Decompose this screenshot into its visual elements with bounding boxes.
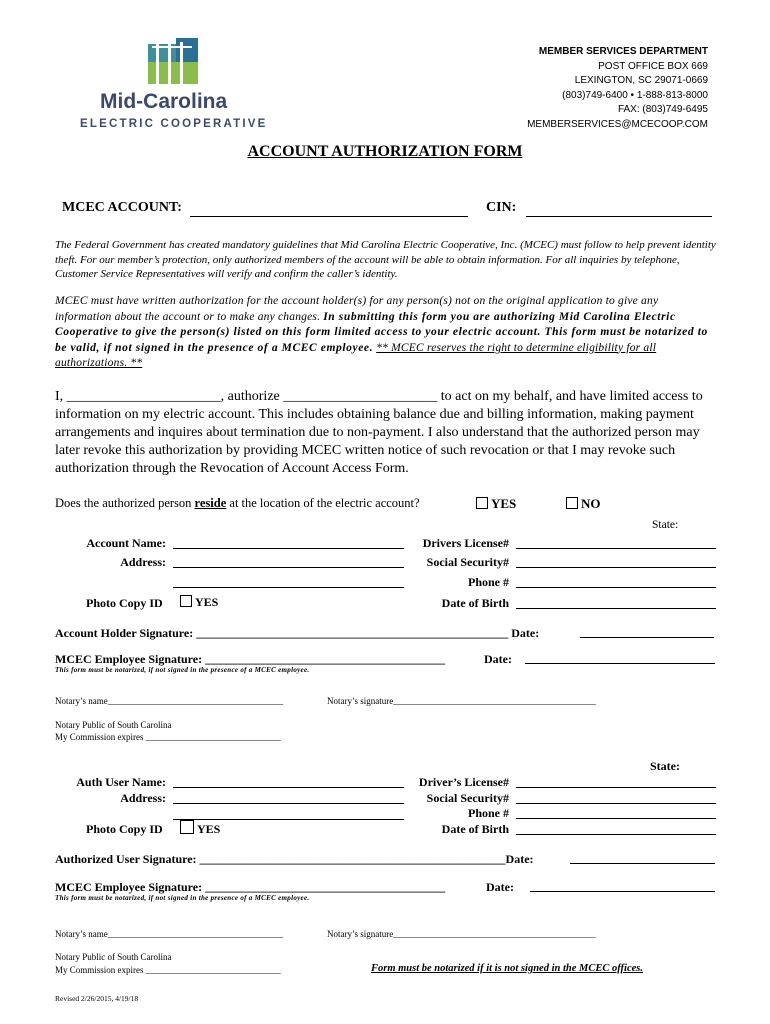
dept-phone: (803)749-6400 • 1-888-813-8000	[562, 89, 708, 101]
holder-commission[interactable]: My Commission expires ______________________________	[55, 732, 281, 742]
auth-name-field[interactable]	[173, 787, 404, 788]
auth-phone-label: Phone #	[467, 806, 509, 820]
holder-employee-date-field[interactable]	[525, 663, 715, 664]
holder-account-name-field[interactable]	[173, 548, 404, 549]
cin-field[interactable]	[526, 216, 712, 217]
auth-commission[interactable]: My Commission expires ______________________________	[55, 965, 281, 975]
auth-para-underline: ** MCEC reserves the right to determine eligibility for all authorizations. **	[55, 341, 657, 369]
holder-dob-field[interactable]	[516, 608, 716, 609]
reside-no-checkbox[interactable]: NO	[566, 496, 601, 512]
account-field[interactable]	[190, 216, 468, 217]
holder-state-label: State:	[652, 519, 679, 531]
auth-dob-field[interactable]	[516, 834, 716, 835]
auth-notarize-note: This form must be notarized, if not signed in the presence of a MCEC employee.	[55, 894, 310, 902]
authorization-paragraph	[55, 294, 717, 372]
holder-employee-signature-line[interactable]: MCEC Employee Signature: ________________________________________	[55, 652, 446, 666]
holder-signature-line[interactable]: Account Holder Signature: ____________________________________________________ Date:	[55, 626, 540, 640]
auth-para-normal: MCEC must have written authorization for the account holder(s) for any person(s) not on the original application to give any information about the account or to make any changes.	[55, 295, 659, 323]
auth-notary-public: Notary Public of South Carolina	[55, 952, 172, 962]
holder-notary-public: Notary Public of South Carolina	[55, 720, 172, 730]
holder-phone-field[interactable]	[516, 587, 716, 588]
auth-ssn-field[interactable]	[516, 803, 716, 804]
auth-signature-date-field[interactable]	[570, 863, 715, 864]
auth-signature-line[interactable]: Authorized User Signature: ___________________________________________________Date:	[55, 852, 534, 866]
identity-theft-paragraph: The Federal Government has created mandatory guidelines that Mid Carolina Electric Cooperative, Inc. (MCEC) must follow to help prevent identity theft. For our member’s protection, only authorized members of the account will be able to obtain information. For all inquiries by telephone, Customer Service Representatives will verify and confirm the caller’s identity.	[55, 239, 716, 280]
holder-employee-date-label: Date:	[484, 652, 512, 666]
consent-paragraph: I, ______________________, authorize ______________________ to act on my behalf, and have limited access to information on my electric account. This includes obtaining balance due and billing information, making payment arrangements and inquires about termination due to non-payment. I also understand that the authorized person may later revoke this authorization by providing MCEC written notice of such revocation or that I may revoke such authorization through the Revocation of Account Access Form.	[55, 389, 703, 476]
auth-address-label: Address:	[120, 791, 166, 805]
dept-email: MEMBERSERVICES@MCECOOP.COM	[527, 118, 708, 130]
notarize-footer-note: Form must be notarized if it is not signed in the MCEC offices.	[371, 963, 643, 974]
auth-notary-signature[interactable]: Notary’s signature_____________________________________________	[327, 929, 596, 939]
auth-para-bold: In submitting this form you are authorizing Mid Carolina Electric Cooperative to give the person(s) listed on this form limited access to your electric account. This form must be notarized to be valid, if not signed in the presence of a MCEC employee.	[55, 310, 708, 354]
auth-notary-name[interactable]: Notary’s name_______________________________________	[55, 929, 284, 939]
holder-photo-id-checkbox[interactable]: YES	[180, 595, 218, 610]
holder-dl-field[interactable]	[516, 548, 716, 549]
holder-address-label: Address:	[120, 555, 166, 569]
holder-ssn-field[interactable]	[516, 567, 716, 568]
auth-phone-field[interactable]	[516, 818, 716, 819]
form-title: ACCOUNT AUTHORIZATION FORM	[247, 143, 523, 160]
dept-name: MEMBER SERVICES DEPARTMENT	[538, 46, 708, 57]
cin-label: CIN:	[486, 200, 517, 215]
auth-dl-field[interactable]	[516, 787, 716, 788]
holder-signature-date-field[interactable]	[580, 637, 714, 638]
holder-notary-signature[interactable]: Notary’s signature_____________________________________________	[327, 696, 596, 706]
logo-name: Mid-Carolina	[100, 90, 228, 113]
reside-word: reside	[194, 496, 227, 510]
revised-date: Revised 2/26/2015, 4/19/18	[55, 994, 139, 1003]
holder-account-name-label: Account Name:	[86, 536, 166, 550]
auth-employee-signature-line[interactable]: MCEC Employee Signature: ________________________________________	[55, 880, 446, 894]
logo-subtitle: ELECTRIC COOPERATIVE	[80, 118, 268, 130]
holder-notary-name[interactable]: Notary’s name_______________________________________	[55, 696, 284, 706]
auth-employee-date-label: Date:	[486, 880, 514, 894]
auth-name-label: Auth User Name:	[76, 775, 166, 789]
auth-photo-id-label: Photo Copy ID	[86, 822, 163, 836]
holder-dl-label: Drivers License#	[422, 536, 509, 550]
department-address	[448, 45, 708, 132]
holder-photo-id-label: Photo Copy ID	[86, 596, 163, 610]
reside-yes-checkbox[interactable]: YES	[476, 496, 516, 512]
auth-dob-label: Date of Birth	[441, 822, 509, 836]
holder-address-field[interactable]	[173, 567, 404, 568]
holder-ssn-label: Social Security#	[426, 555, 509, 569]
account-label: MCEC ACCOUNT:	[62, 200, 182, 215]
logo-mark-icon	[148, 38, 200, 86]
company-logo	[78, 38, 273, 134]
auth-ssn-label: Social Security#	[426, 791, 509, 805]
auth-photo-id-checkbox[interactable]: YES	[180, 820, 220, 837]
reside-question: Does the authorized person reside at the location of the electric account?	[55, 496, 420, 510]
auth-state-label: State:	[650, 759, 680, 773]
auth-dl-label: Driver’s License#	[418, 775, 509, 789]
holder-address-field-2[interactable]	[173, 587, 404, 588]
auth-employee-date-field[interactable]	[530, 891, 715, 892]
dept-fax: FAX: (803)749-6495	[617, 104, 708, 115]
holder-notarize-note: This form must be notarized, if not signed in the presence of a MCEC employee.	[55, 666, 310, 674]
holder-phone-label: Phone #	[467, 575, 509, 589]
auth-address-field[interactable]	[173, 803, 404, 804]
holder-dob-label: Date of Birth	[441, 596, 509, 610]
dept-city: LEXINGTON, SC 29071-0669	[574, 75, 708, 86]
dept-box: POST OFFICE BOX 669	[598, 60, 708, 72]
